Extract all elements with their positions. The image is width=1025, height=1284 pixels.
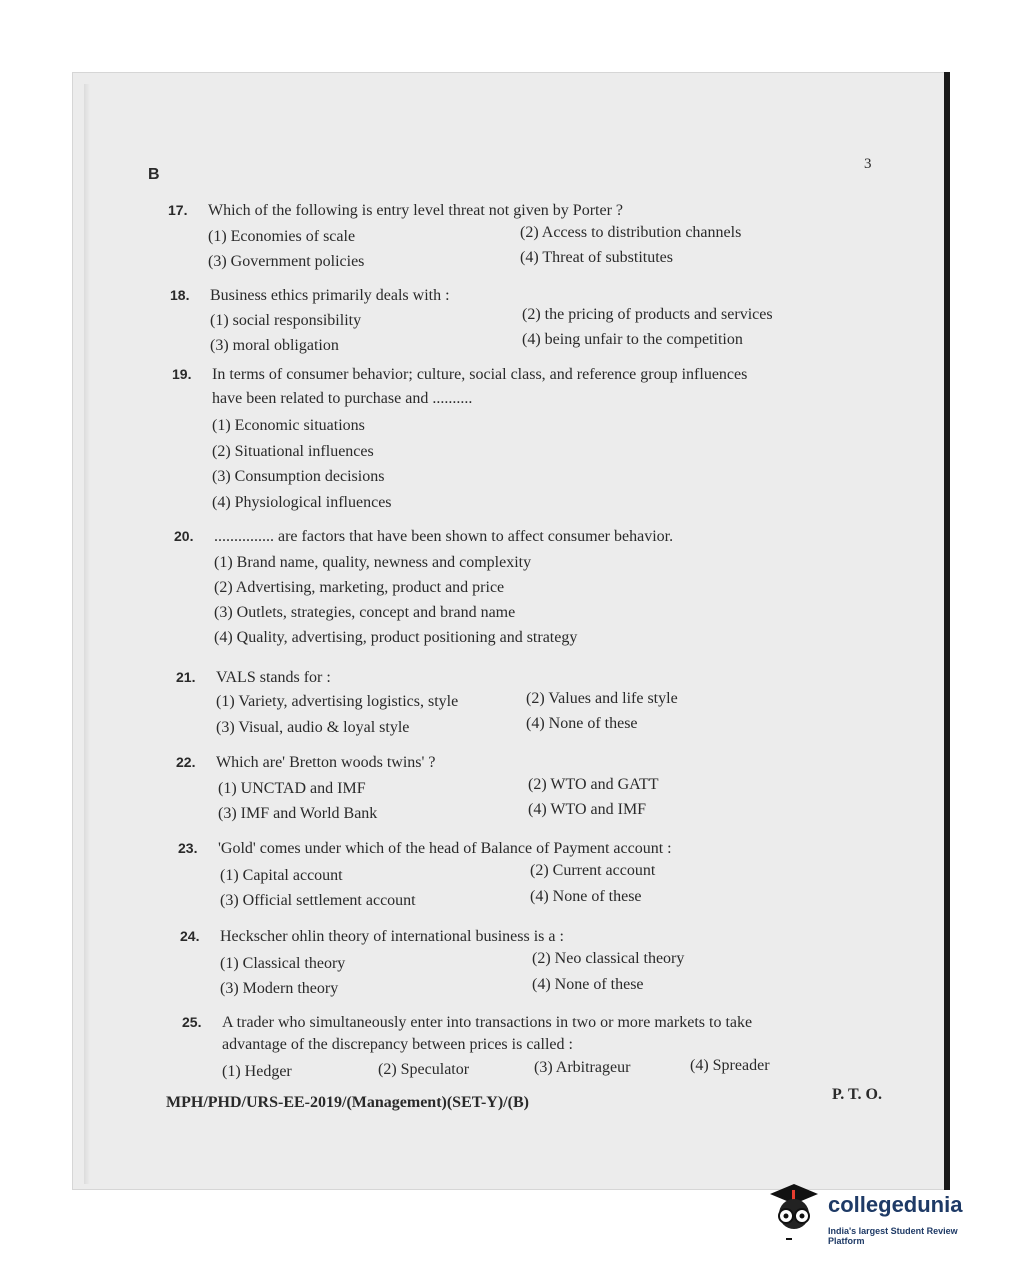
option-1: (1) Brand name, quality, newness and complexity — [214, 554, 532, 571]
question-text: Which of the following is entry level threat not given by Porter ? — [208, 202, 623, 219]
option-4: (4) None of these — [530, 888, 642, 905]
set-letter: B — [148, 166, 160, 183]
collegedunia-watermark — [766, 1180, 996, 1250]
question-text: Heckscher ohlin theory of international business is a : — [220, 928, 564, 945]
option-4: (4) Spreader — [690, 1057, 770, 1074]
option-4: (4) Physiological influences — [212, 494, 392, 511]
paper-code: MPH/PHD/URS-EE-2019/(Management)(SET-Y)/(B) — [166, 1094, 529, 1111]
question-text: In terms of consumer behavior; culture, social class, and reference group influences — [212, 366, 748, 383]
option-2: (2) Advertising, marketing, product and price — [214, 579, 505, 596]
question-text: Which are' Bretton woods twins' ? — [216, 754, 436, 771]
option-4: (4) Quality, advertising, product positioning and strategy — [214, 629, 578, 646]
option-3: (3) Government policies — [208, 253, 365, 270]
option-2: (2) Situational influences — [212, 443, 374, 460]
option-1: (1) Economies of scale — [208, 228, 356, 245]
option-3: (3) Official settlement account — [220, 892, 416, 909]
option-2: (2) Values and life style — [526, 690, 678, 707]
option-3: (3) Outlets, strategies, concept and brand name — [214, 604, 516, 621]
question-text: 'Gold' comes under which of the head of Balance of Payment account : — [218, 840, 672, 857]
option-2: (2) Speculator — [378, 1061, 470, 1078]
question-text-line-2: advantage of the discrepancy between prices is called : — [222, 1036, 573, 1053]
please-turn-over: P. T. O. — [832, 1086, 882, 1103]
option-2: (2) Neo classical theory — [532, 950, 685, 967]
option-3: (3) Consumption decisions — [212, 468, 385, 485]
option-4: (4) None of these — [526, 715, 638, 732]
option-1: (1) Classical theory — [220, 955, 346, 972]
brand-tagline: India's largest Student Review Platform — [828, 1226, 958, 1246]
option-4: (4) being unfair to the competition — [522, 331, 743, 348]
option-3: (3) Arbitrageur — [534, 1059, 631, 1076]
option-1: (1) social responsibility — [210, 312, 362, 329]
question-number: 22. — [176, 754, 196, 770]
option-3: (3) Visual, audio & loyal style — [216, 719, 410, 736]
option-1: (1) Economic situations — [212, 417, 365, 434]
option-1: (1) Variety, advertising logistics, style — [216, 693, 459, 710]
option-3: (3) IMF and World Bank — [218, 805, 378, 822]
option-3: (3) Modern theory — [220, 980, 339, 997]
option-2: (2) WTO and GATT — [528, 776, 659, 793]
brand-name: collegedunia — [828, 1192, 963, 1217]
scan-edge — [944, 72, 950, 1190]
question-text-line-2: have been related to purchase and .......... — [212, 390, 473, 407]
option-4: (4) None of these — [532, 976, 644, 993]
question-number: 20. — [174, 528, 194, 544]
question-number: 18. — [170, 287, 190, 303]
question-number: 19. — [172, 366, 192, 382]
collegedunia-mascot-icon — [766, 1180, 822, 1246]
page-number: 3 — [864, 156, 872, 172]
page-binding-shade — [84, 84, 90, 1184]
question-number: 24. — [180, 928, 200, 944]
question-number: 21. — [176, 669, 196, 685]
option-1: (1) Capital account — [220, 867, 343, 884]
question-text: ............... are factors that have been shown to affect consumer behavior. — [214, 528, 674, 545]
option-1: (1) Hedger — [222, 1063, 292, 1080]
option-2: (2) Access to distribution channels — [520, 224, 742, 241]
question-number: 23. — [178, 840, 198, 856]
option-2: (2) the pricing of products and services — [522, 306, 773, 323]
option-4: (4) WTO and IMF — [528, 801, 647, 818]
question-text: Business ethics primarily deals with : — [210, 287, 450, 304]
option-3: (3) moral obligation — [210, 337, 339, 354]
question-number: 17. — [168, 202, 188, 218]
question-text: A trader who simultaneously enter into transactions in two or more markets to take — [222, 1014, 753, 1031]
question-number: 25. — [182, 1014, 202, 1030]
option-2: (2) Current account — [530, 862, 656, 879]
option-4: (4) Threat of substitutes — [520, 249, 674, 266]
option-1: (1) UNCTAD and IMF — [218, 780, 366, 797]
question-text: VALS stands for : — [216, 669, 331, 686]
